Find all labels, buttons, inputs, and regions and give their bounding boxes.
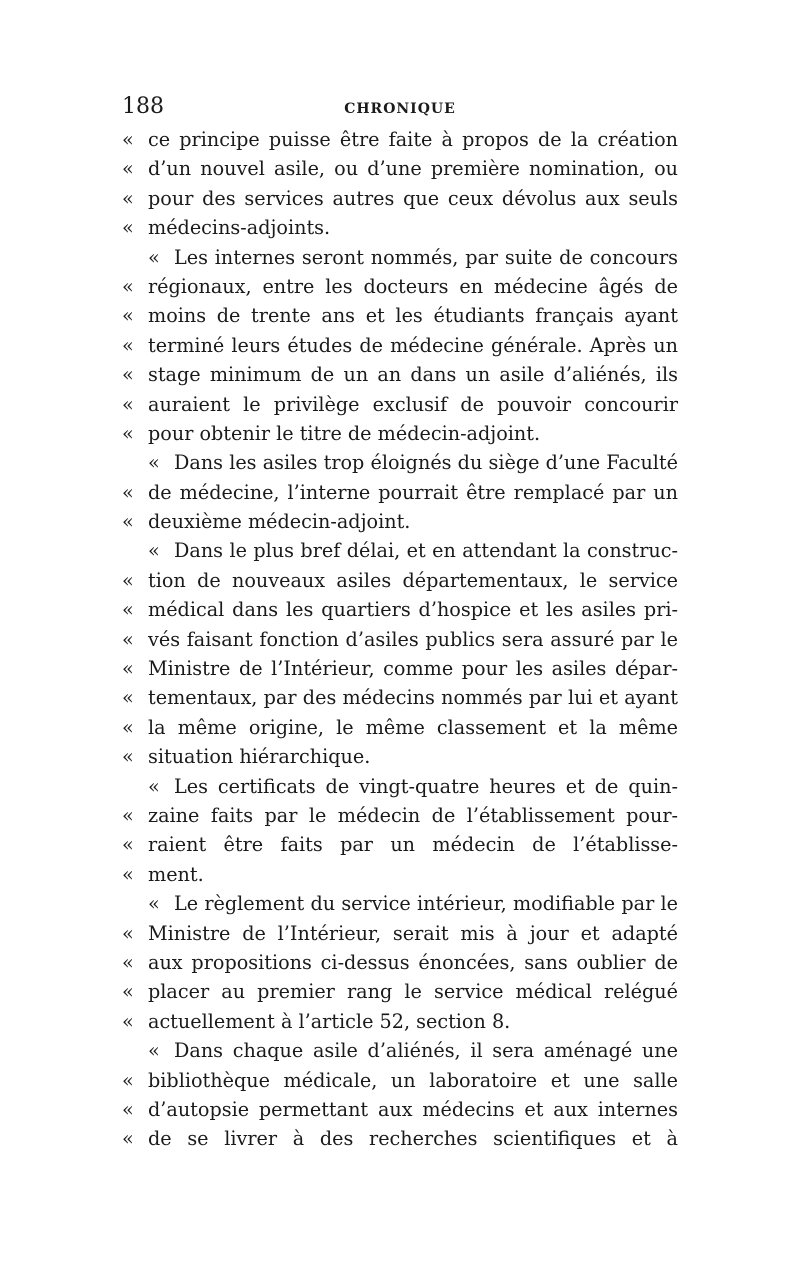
text-line [122, 1007, 678, 1036]
line-text: zaine faits par le médecin de l’établissement pour- [148, 803, 678, 827]
quote-mark: « [122, 980, 134, 1004]
text-line [122, 213, 678, 242]
line-text: situation hiérarchique. [148, 745, 371, 769]
quote-mark: « [122, 363, 134, 387]
line-text: régionaux, entre les docteurs en médecine âgés de [148, 274, 678, 298]
text-line [122, 184, 678, 213]
text-line [122, 1095, 678, 1124]
line-text: Les certificats de vingt-quatre heures et de quin- [174, 774, 678, 798]
text-line [122, 713, 678, 742]
quote-mark: « [122, 274, 134, 298]
quote-mark: « [122, 568, 134, 592]
quote-mark: « [122, 1068, 134, 1092]
line-text: médecins-adjoints. [148, 216, 331, 240]
line-text: ment. [148, 862, 204, 886]
text-line [122, 683, 678, 712]
quote-mark: « [122, 598, 134, 622]
line-text: médical dans les quartiers d’hospice et les asiles pri- [148, 598, 678, 622]
text-line [122, 977, 678, 1006]
text-line [122, 1066, 678, 1095]
text-line [122, 595, 678, 624]
quote-mark: « [122, 745, 134, 769]
quote-mark: « [122, 480, 134, 504]
quote-mark: « [122, 627, 134, 651]
quote-mark: « [148, 1039, 160, 1063]
quote-mark: « [148, 892, 160, 916]
quote-mark: « [122, 510, 134, 534]
quote-mark: « [122, 304, 134, 328]
quote-mark: « [122, 392, 134, 416]
quote-mark: « [122, 157, 134, 181]
quote-mark: « [122, 803, 134, 827]
line-text: d’autopsie permettant aux médecins et aux internes [148, 1097, 678, 1121]
line-text: Dans les asiles trop éloignés du siège d’une Faculté [174, 451, 678, 475]
quote-mark: « [122, 186, 134, 210]
line-text: raient être faits par un médecin de l’établisse- [148, 833, 678, 857]
text-line [122, 507, 678, 536]
line-text: aux propositions ci-dessus énoncées, sans oublier de [148, 950, 678, 974]
line-text: ce principe puisse être faite à propos de la création [148, 128, 678, 151]
quote-mark: « [122, 950, 134, 974]
quote-mark: « [122, 833, 134, 857]
text-line [122, 625, 678, 654]
line-text: de médecine, l’interne pourrait être remplacé par un [148, 480, 678, 504]
line-text: tion de nouveaux asiles départementaux, le service [148, 568, 678, 592]
text-line [122, 243, 678, 272]
quote-mark: « [148, 451, 160, 475]
text-line [122, 566, 678, 595]
line-text: Ministre de l’Intérieur, comme pour les asiles dépar- [148, 657, 678, 681]
quote-mark: « [122, 715, 134, 739]
text-line [122, 478, 678, 507]
line-text: Les internes seront nommés, par suite de concours [174, 245, 678, 269]
text-line [122, 154, 678, 183]
quote-mark: « [122, 686, 134, 710]
text-line [122, 360, 678, 389]
text-line [122, 272, 678, 301]
text-line [122, 1124, 678, 1153]
line-text: vés faisant fonction d’asiles publics sera assuré par le [148, 627, 678, 651]
quote-mark: « [122, 1127, 134, 1151]
quote-mark: « [122, 657, 134, 681]
quote-mark: « [122, 216, 134, 240]
quote-mark: « [122, 421, 134, 445]
line-text: de se livrer à des recherches scientifiques et à [148, 1127, 678, 1151]
line-text: la même origine, le même classement et la même [148, 715, 678, 739]
line-text: Dans le plus bref délai, et en attendant la construc- [174, 539, 678, 563]
text-line [122, 654, 678, 683]
quote-mark: « [148, 774, 160, 798]
quote-mark: « [122, 1009, 134, 1033]
line-text: pour des services autres que ceux dévolus aux seuls [148, 186, 678, 210]
line-text: Dans chaque asile d’aliénés, il sera aménagé une [174, 1039, 678, 1063]
text-line [122, 889, 678, 918]
text-line [122, 301, 678, 330]
page-header [122, 92, 678, 122]
quote-mark: « [148, 539, 160, 563]
page-number: 188 [122, 94, 164, 119]
line-text: bibliothèque médicale, un laboratoire et une salle [148, 1068, 678, 1092]
line-text: pour obtenir le titre de médecin-adjoint. [148, 421, 541, 445]
text-line [122, 801, 678, 830]
line-text: actuellement à l’article 52, section 8. [148, 1009, 511, 1033]
line-text: stage minimum de un an dans un asile d’aliénés, ils [148, 363, 678, 387]
quote-mark: « [122, 128, 134, 151]
quote-mark: « [122, 1097, 134, 1121]
text-line [122, 390, 678, 419]
line-text: moins de trente ans et les étudiants français ayant [148, 304, 678, 328]
line-text: Ministre de l’Intérieur, serait mis à jour et adapté [148, 921, 678, 945]
line-text: Le règlement du service intérieur, modifiable par le [174, 892, 678, 916]
line-text: placer au premier rang le service médical relégué [148, 980, 678, 1004]
text-line [122, 331, 678, 360]
text-line [122, 742, 678, 771]
text-line [122, 448, 678, 477]
running-title: CHRONIQUE [344, 101, 456, 117]
line-text: deuxième médecin-adjoint. [148, 510, 411, 534]
line-text: d’un nouvel asile, ou d’une première nomination, ou [148, 157, 678, 181]
text-line [122, 419, 678, 448]
quote-mark: « [122, 862, 134, 886]
quote-mark: « [148, 245, 160, 269]
line-text: tementaux, par des médecins nommés par lui et ayant [148, 686, 678, 710]
text-line [122, 860, 678, 889]
text-line [122, 772, 678, 801]
line-text: auraient le privilège exclusif de pouvoir concourir [148, 392, 678, 416]
line-text: terminé leurs études de médecine générale. Après un [148, 333, 678, 357]
quote-mark: « [122, 333, 134, 357]
text-line [122, 536, 678, 565]
text-line [122, 919, 678, 948]
text-line [122, 948, 678, 977]
text-line [122, 1036, 678, 1065]
text-line [122, 830, 678, 859]
quote-mark: « [122, 921, 134, 945]
text-line [122, 125, 678, 154]
body-text [122, 125, 678, 1154]
